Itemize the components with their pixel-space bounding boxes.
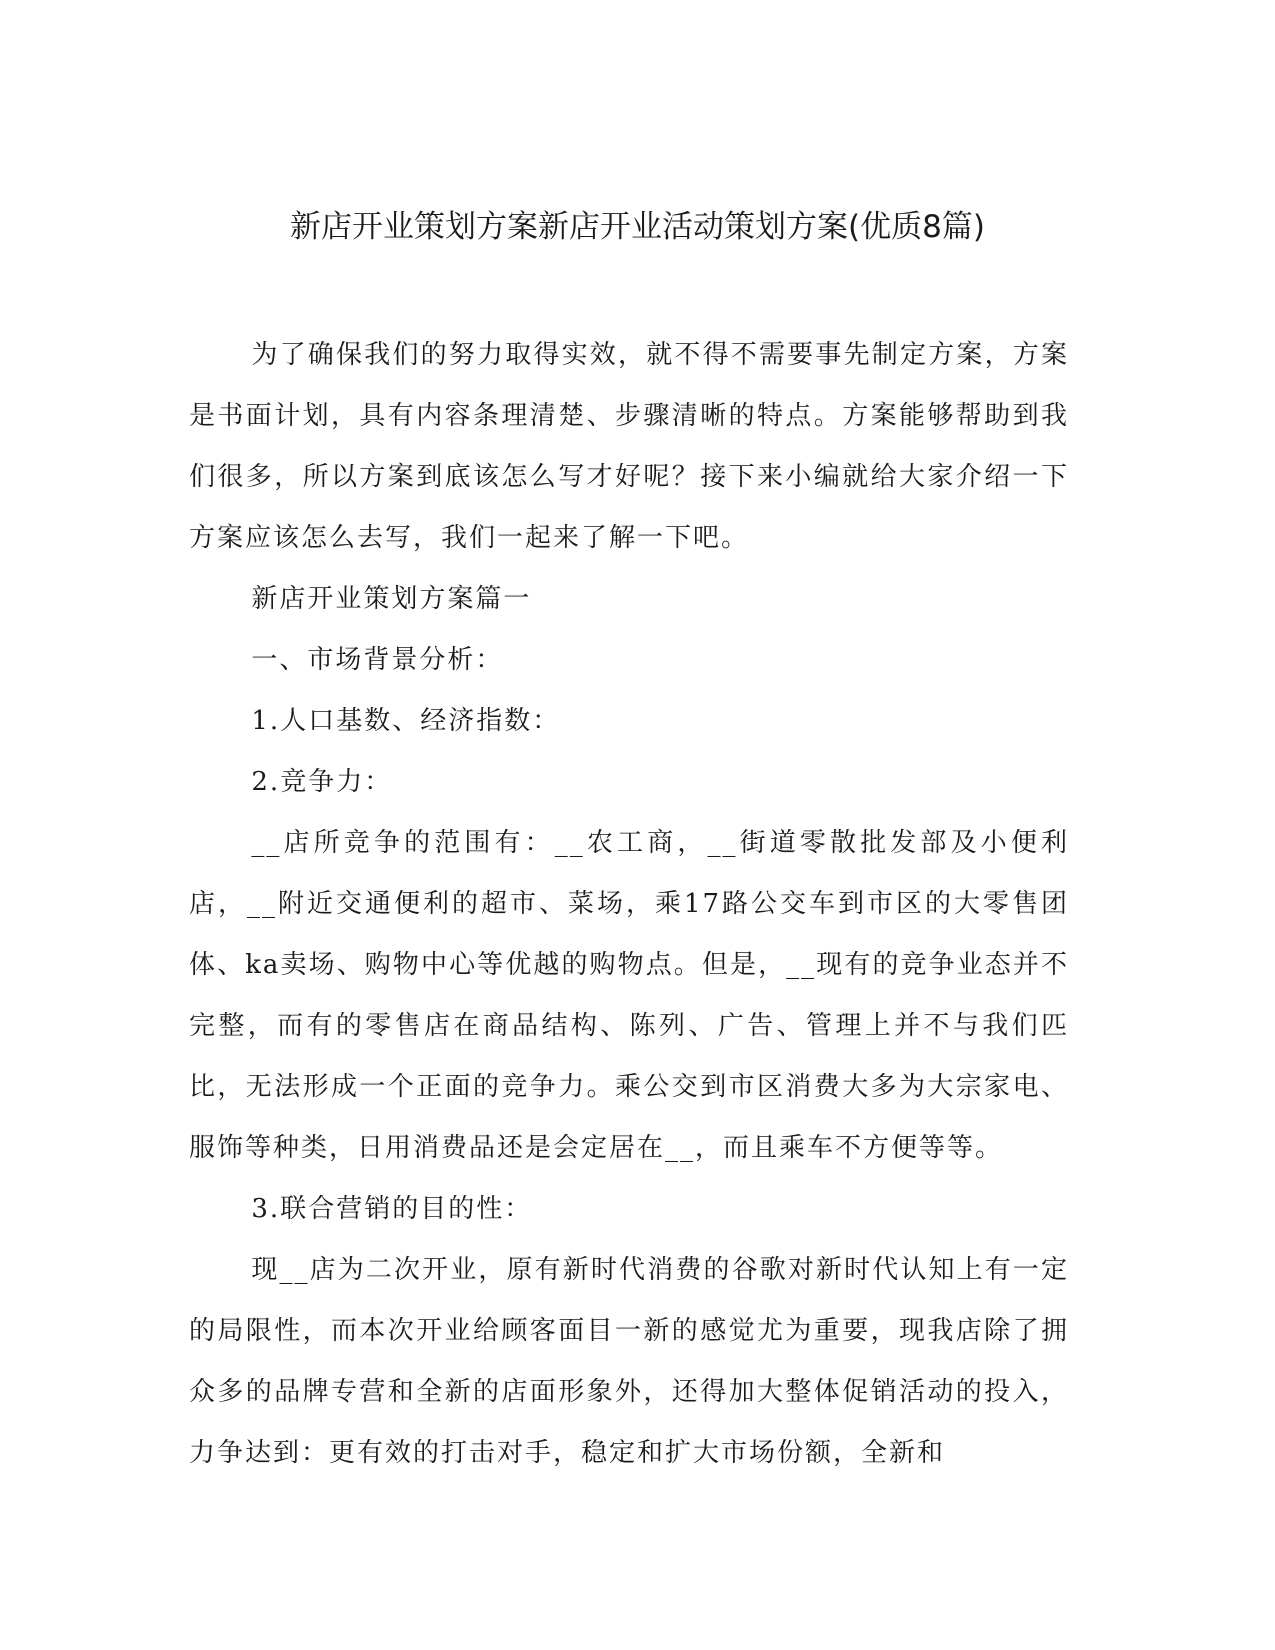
document-title: 新店开业策划方案新店开业活动策划方案(优质8篇): [290, 209, 985, 245]
paragraph-purpose: 现__店为二次开业，原有新时代消费的谷歌对新时代认知上有一定的局限性，而本次开业给顾客面目一新的感觉尤为重要，现我店除了拥众多的品牌专营和全新的店面形象外，还得加大整体促销活动的投入，力争达到：更有效的打击对手，稳定和扩大市场份额，全新和: [189, 1255, 1069, 1468]
paragraph-intro: 为了确保我们的努力取得实效，就不得不需要事先制定方案，方案是书面计划，具有内容条理清楚、步骤清晰的特点。方案能够帮助到我们很多，所以方案到底该怎么写才好呢？接下来小编就给大家介绍一下方案应该怎么去写，我们一起来了解一下吧。: [189, 340, 1069, 553]
paragraph-competition: __店所竞争的范围有：__农工商，__街道零散批发部及小便利店，__附近交通便利的超市、菜场，乘17路公交车到市区的大零售团体、ka卖场、购物中心等优越的购物点。但是，__现有的竞争业态并不完整，而有的零售店在商品结构、陈列、广告、管理上并不与我们匹比，无法形成一个正面的竞争力。乘公交到市区消费大多为大宗家电、服饰等种类，日用消费品还是会定居在__，而且乘车不方便等等。: [189, 828, 1069, 1163]
subsection-heading: 一、市场背景分析：: [251, 645, 504, 675]
list-item: 1.人口基数、经济指数：: [251, 706, 561, 736]
list-item: 2.竞争力：: [251, 767, 393, 797]
section-heading: 新店开业策划方案篇一: [251, 584, 532, 614]
document-body: [189, 325, 1069, 1484]
list-item: 3.联合营销的目的性：: [251, 1194, 533, 1224]
